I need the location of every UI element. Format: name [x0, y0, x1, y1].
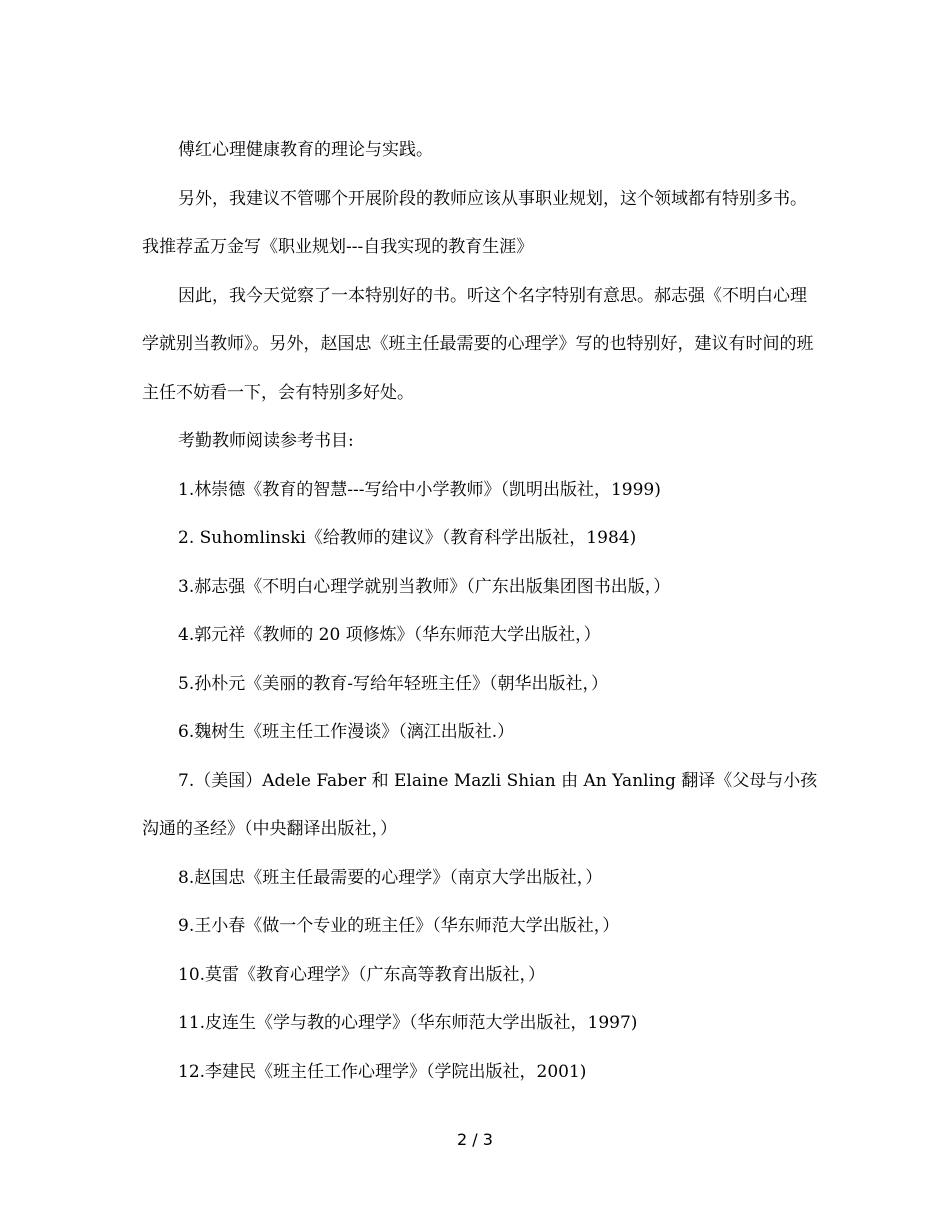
list-item: 10.莫雷《教育心理学》（广东高等教育出版社，） [178, 964, 546, 985]
list-item: 12.李建民《班主任工作心理学》（学院出版社，2001) [178, 1061, 587, 1082]
list-item: 8.赵国忠《班主任最需要的心理学》（南京大学出版社，） [178, 867, 603, 888]
list-item: 5.孙朴元《美丽的教育-写给年轻班主任》（朝华出版社，） [178, 673, 608, 694]
list-item: 3.郝志强《不明白心理学就别当教师》（广东出版集团图书出版，） [178, 576, 671, 597]
list-item: 7.（美国）Adele Faber 和 Elaine Mazli Shian 由 An Yanling 翻译《父母与小孩沟通的圣经》（中央翻译出版社，） [142, 770, 818, 839]
page-number: 2 / 3 [457, 1130, 493, 1149]
list-item: 1.林崇德《教育的智慧---写给中小学教师》（凯明出版社，1999) [178, 479, 661, 500]
list-item: 4.郭元祥《教师的 20 项修炼》（华东师范大学出版社，） [178, 625, 601, 645]
list-item: 11.皮连生《学与教的心理学》（华东师范大学出版社，1997) [178, 1013, 638, 1033]
paragraph: 傅红心理健康教育的理论与实践。 [178, 140, 433, 160]
reading-list-heading: 考勤教师阅读参考书目: [178, 431, 354, 451]
body-text [142, 126, 818, 1096]
list-item: 2. Suhomlinski《给教师的建议》（教育科学出版社，1984) [178, 528, 637, 548]
list-item: 6.魏树生《班主任工作漫谈》（漓江出版社.） [178, 722, 515, 742]
paragraph: 另外，我建议不管哪个开展阶段的教师应该从事职业规划，这个领域都有特别多书。我推荐孟万金写《职业规划---自我实现的教育生涯》 [142, 188, 807, 257]
paragraph: 因此，我今天觉察了一本特别好的书。听这个名字特别有意思。郝志强《不明白心理学就别当教师》。另外，赵国忠《班主任最需要的心理学》写的也特别好，建议有时间的班主任不妨看一下，会有特别多好处。 [142, 285, 814, 403]
list-item: 9.王小春《做一个专业的班主任》（华东师范大学出版社，） [178, 916, 620, 936]
